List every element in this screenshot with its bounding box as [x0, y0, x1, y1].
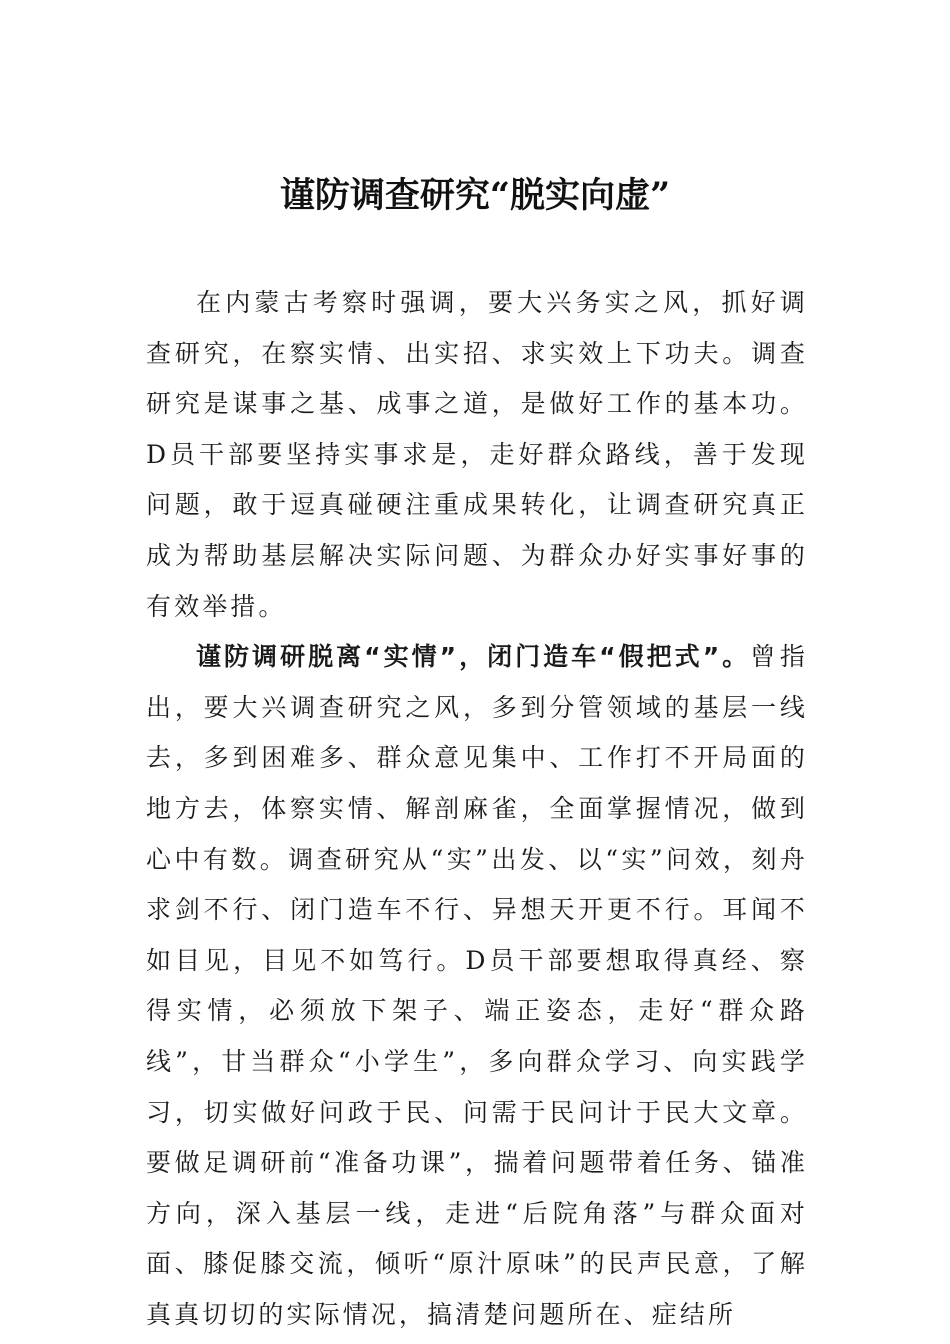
paragraph-text: 曾指出，要大兴调查研究之风，多到分管领域的基层一线去，多到困难多、群众意见集中、工作打不开局面的地方去，体察实情、解剖麻雀，全面掌握情况，做到心中有数。调查研究从“实”出发、以“实”问效，刻舟求剑不行、闭门造车不行、异想天开更不行。耳闻不如目见，目见不如笃行。D员干部要想取得真经、察得实情，必须放下架子、端正姿态，走好“群众路线”，甘当群众“小学生”，多向群众学习、向实践学习，切实做好问政于民、问需于民问计于民大文章。要做足调研前“准备功课”，揣着问题带着任务、锚准方向，深入基层一线，走进“后院角落”与群众面对面、膝促膝交流，倾听“原汁原味”的民声民意，了解真真切切的实际情况，搞清楚问题所在、症结所 [146, 642, 809, 1329]
paragraph-intro [146, 278, 808, 632]
document-body [146, 278, 808, 1340]
paragraph-section-1 [146, 632, 808, 1340]
paragraph-lead: 谨防调研脱离“实情”，闭门造车“假把式”。 [196, 642, 751, 672]
document-title: 谨防调查研究“脱实向虚” [279, 175, 671, 216]
paragraph-text: 在内蒙古考察时强调，要大兴务实之风，抓好调查研究，在察实情、出实招、求实效上下功夫。调查研究是谋事之基、成事之道，是做好工作的基本功。D员干部要坚持实事求是，走好群众路线，善于发现问题，敢于逗真碰硬注重成果转化，让调查研究真正成为帮助基层解决实际问题、为群众办好实事好事的有效举措。 [146, 288, 808, 621]
